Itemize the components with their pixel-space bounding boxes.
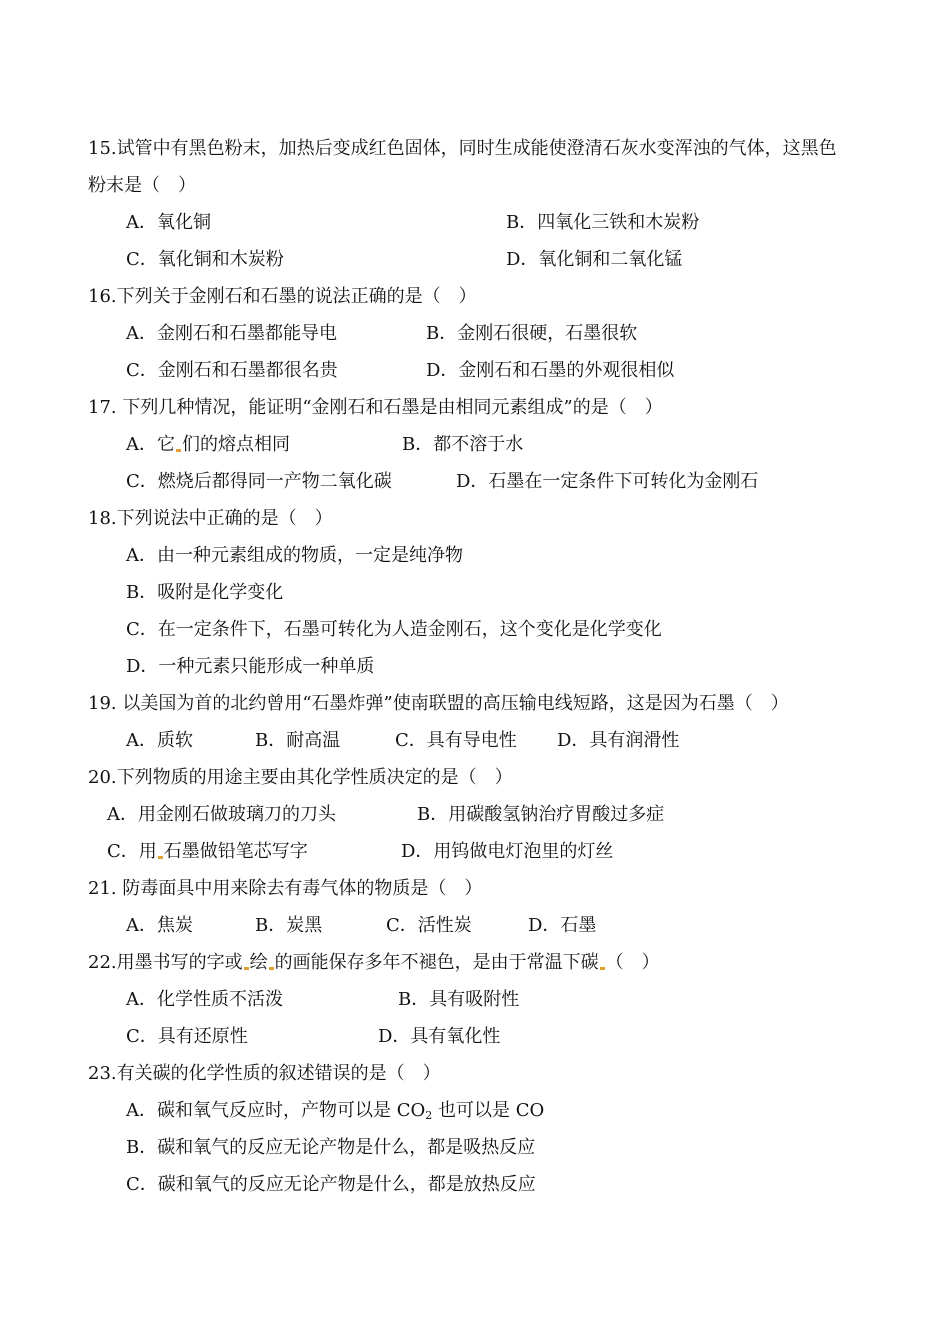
q18-option-a: A．由一种元素组成的物质，一定是纯净物 [126, 545, 463, 566]
format-mark [600, 967, 605, 970]
q18-stem: 18.下列说法中正确的是（ ） [88, 508, 333, 529]
q20-option-b: B．用碳酸氢钠治疗胃酸过多症 [417, 804, 665, 825]
q19-option-d: D．具有润滑性 [557, 730, 680, 751]
q23-option-c: C．碳和氧气的反应无论产物是什么，都是放热反应 [126, 1174, 536, 1195]
q22-option-b: B．具有吸附性 [398, 989, 520, 1010]
q21-option-d: D．石墨 [528, 915, 597, 936]
format-mark [158, 856, 163, 859]
q20-stem: 20.下列物质的用途主要由其化学性质决定的是（ ） [88, 767, 513, 788]
q22-option-d: D．具有氧化性 [378, 1026, 501, 1047]
format-mark [269, 967, 274, 970]
q22-stem: 22.用墨书写的字或 绘 的画能保存多年不褪色，是由于常温下碳 （ ） [88, 952, 660, 973]
q20-option-d: D．用钨做电灯泡里的灯丝 [401, 841, 614, 862]
q16-stem: 16.下列关于金刚石和石墨的说法正确的是（ ） [88, 286, 477, 307]
q15-option-b: B．四氧化三铁和木炭粉 [506, 212, 700, 233]
q18-option-c: C．在一定条件下，石墨可转化为人造金刚石，这个变化是化学变化 [126, 619, 662, 640]
q15-stem-line2: 粉末是（ ） [88, 175, 196, 196]
q21-option-a: A．焦炭 [126, 915, 193, 936]
format-mark [176, 449, 181, 452]
q22-option-a: A．化学性质不活泼 [126, 989, 283, 1010]
q16-option-a: A．金刚石和石墨都能导电 [126, 323, 337, 344]
q19-option-b: B．耐高温 [255, 730, 341, 751]
q18-option-d: D．一种元素只能形成一种单质 [126, 656, 375, 677]
q19-stem: 19. 以美国为首的北约曾用“石墨炸弹”使南联盟的高压输电线短路，这是因为石墨（ ） [88, 693, 789, 714]
q21-option-c: C．活性炭 [386, 915, 472, 936]
q15-option-d: D．氧化铜和二氧化锰 [506, 249, 683, 270]
format-mark [244, 967, 249, 970]
q23-stem: 23.有关碳的化学性质的叙述错误的是（ ） [88, 1063, 441, 1084]
q22-option-c: C．具有还原性 [126, 1026, 248, 1047]
q17-option-a: A．它 们的熔点相同 [126, 434, 290, 455]
q18-option-b: B．吸附是化学变化 [126, 582, 284, 603]
q15-option-c: C．氧化铜和木炭粉 [126, 249, 284, 270]
q15-stem-line1: 15.试管中有黑色粉末，加热后变成红色固体，同时生成能使澄清石灰水变浑浊的气体，这黑色 [88, 138, 837, 159]
q19-option-c: C．具有导电性 [395, 730, 517, 751]
q19-option-a: A．质软 [126, 730, 193, 751]
q21-option-b: B．炭黑 [255, 915, 323, 936]
q16-option-d: D．金刚石和石墨的外观很相似 [426, 360, 675, 381]
q16-option-b: B．金刚石很硬，石墨很软 [426, 323, 638, 344]
q20-option-a: A．用金刚石做玻璃刀的刀头 [107, 804, 336, 825]
q17-option-b: B．都不溶于水 [402, 434, 524, 455]
q20-option-c: C．用 石墨做铅笔芯写字 [107, 841, 308, 862]
q23-option-a: A．碳和氧气反应时，产物可以是 $CO_2$ 也可以是 CO [126, 1100, 545, 1122]
q21-stem: 21. 防毒面具中用来除去有毒气体的物质是（ ） [88, 878, 483, 899]
q17-option-c: C．燃烧后都得同一产物二氧化碳 [126, 471, 392, 492]
q17-stem: 17. 下列几种情况，能证明“金刚石和石墨是由相同元素组成”的是（ ） [88, 397, 663, 418]
q15-option-a: A．氧化铜 [126, 212, 211, 233]
q23-option-b: B．碳和氧气的反应无论产物是什么，都是吸热反应 [126, 1137, 536, 1158]
q17-option-d: D．石墨在一定条件下可转化为金刚石 [456, 471, 759, 492]
q16-option-c: C．金刚石和石墨都很名贵 [126, 360, 338, 381]
